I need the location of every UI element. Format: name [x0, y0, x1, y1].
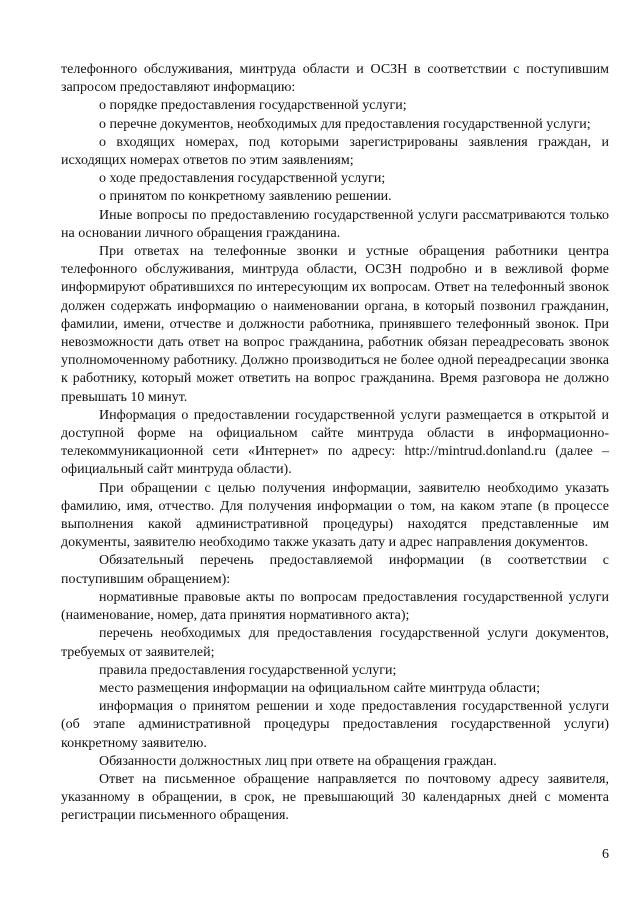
- paragraph-written-reply: Ответ на письменное обращение направляется по почтовому адресу заявителя, указанному в обращении, в срок, не превышающий 30 календарных дней с момента регистрации письменного обращения.: [61, 771, 609, 824]
- paragraph-duties: Обязанности должностных лиц при ответе на обращения граждан.: [99, 753, 497, 769]
- list-item-rules: правила предоставления государственной услуги;: [99, 662, 397, 678]
- list-item-incoming-numbers: о входящих номерах, под которыми зарегистрированы заявления граждан, и исходящих номерах ответов по этим заявлениям;: [61, 134, 609, 169]
- list-item-procedure: о порядке предоставления государственной услуги;: [99, 98, 407, 114]
- list-item-info-location: место размещения информации на официальном сайте минтруда области;: [99, 680, 540, 696]
- paragraph-website-info: Информация о предоставлении государственной услуги размещается в открытой и доступной форме на официальном сайте минтруда области в информационно-телекоммуникационной сети «Интернет» по адресу: http://mintrud.donland.ru (далее – официальный сайт минтруда области).: [61, 407, 609, 478]
- paragraph-mandatory-list: Обязательный перечень предоставляемой информации (в соответствии с поступившим обращением):: [61, 553, 609, 587]
- paragraph-other-questions: Иные вопросы по предоставлению государственной услуги рассматриваются только на основании личного обращения гражданина.: [61, 207, 609, 241]
- list-item-progress: о ходе предоставления государственной услуги;: [99, 171, 386, 187]
- list-item-decision-info: информация о принятом решении и ходе предоставления государственной услуги (об этапе административной процедуры предоставления государственной услуги) конкретному заявителю.: [61, 699, 609, 751]
- list-item-documents: о перечне документов, необходимых для предоставления государственной услуги;: [99, 116, 591, 132]
- list-item-legal-acts: нормативные правовые акты по вопросам предоставления государственной услуги (наименование, номер, дата принятия нормативного акта);: [61, 589, 609, 624]
- list-item-decision: о принятом по конкретному заявлению решении.: [99, 189, 392, 205]
- paragraph-continuation: телефонного обслуживания, минтруда области и ОСЗН в соответствии с поступившим запросом предоставляют информацию:: [61, 62, 609, 96]
- page-number: 6: [602, 847, 609, 862]
- paragraph-phone-answers: При ответах на телефонные звонки и устные обращения работники центра телефонного обслуживания, минтруда области, ОСЗН подробно и в вежливой форме информируют обратившихся по интересующим их вопросам. Ответ на телефонный звонок должен содержать информацию о наименовании органа, в который позвонил гражданин, фамилии, имени, отчестве и должности работника, принявшего телефонный звонок. При невозможности дать ответ на вопрос гражданина, работник обязан переадресовать звонок уполномоченному работнику. Должно производиться не более одной переадресации звонка к работнику, который может ответить на вопрос гражданина. Время разговора не должно превышать 10 минут.: [61, 244, 609, 405]
- list-item-required-documents: перечень необходимых для предоставления государственной услуги документов, требуемых от заявителей;: [61, 626, 609, 660]
- paragraph-applicant-request: При обращении с целью получения информации, заявителю необходимо указать фамилию, имя, отчество. Для получения информации о том, на каком этапе (в процессе выполнения какой административной процедуры) находятся представленные им документы, заявителю необходимо также указать дату и адрес направления документов.: [61, 480, 609, 551]
